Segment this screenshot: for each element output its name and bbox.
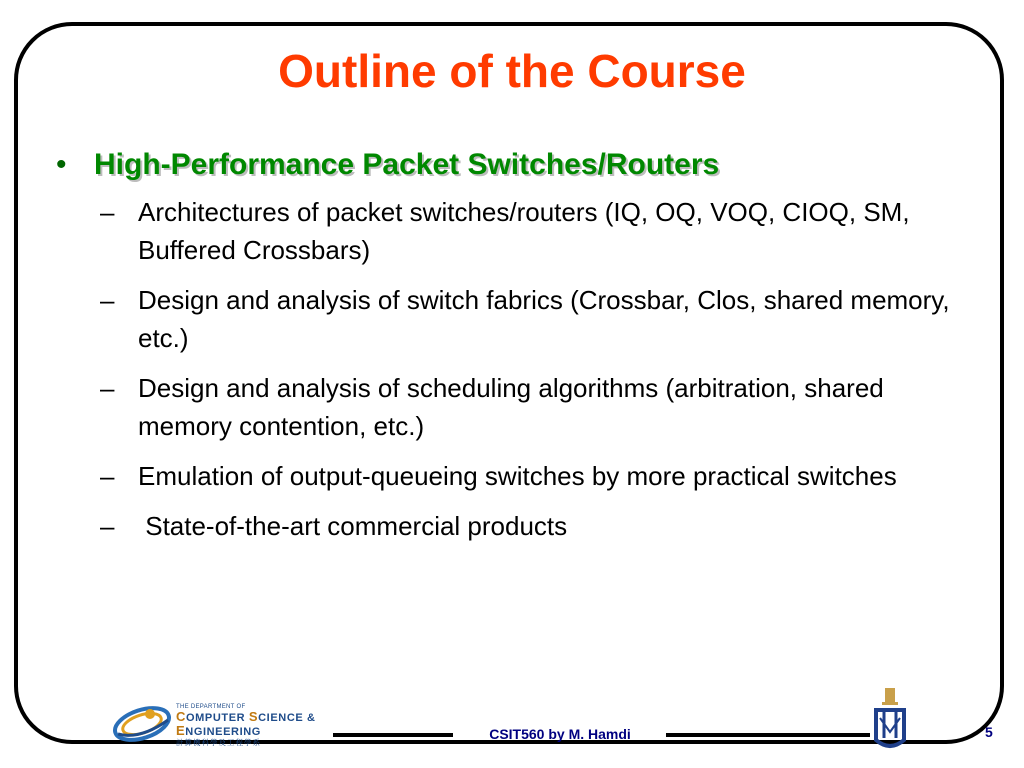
dash-glyph: – [100,511,115,541]
dept-line-eng: ENGINEERING [176,723,261,738]
dept-line-small: THE DEPARTMENT OF [176,704,246,710]
footer-divider-right [666,733,870,737]
bullet-glyph: • [56,148,67,181]
sub-bullet-text: Design and analysis of switch fabrics (Crossbar, Clos, shared memory, etc.) [138,285,950,353]
slide-title: Outline of the Course [278,45,746,97]
sub-bullet-text: Emulation of output-queueing switches by more practical switches [138,461,897,491]
dash-glyph: – [100,285,115,315]
dash-glyph: – [100,197,115,227]
dept-line-cs: COMPUTER SCIENCE & [176,709,316,724]
dash-glyph: – [100,373,115,403]
footer-divider-left [333,733,453,737]
sub-bullet-item [56,457,956,495]
sub-bullet-item [56,281,956,357]
main-bullet-item [56,145,956,185]
page-number: 5 [985,724,993,740]
sub-bullet-item [56,369,956,445]
sub-bullet-item [56,193,956,269]
footer-course-credit: CSIT560 by M. Hamdi [489,726,631,742]
dept-line-chinese: 計算機科學及工程學系 [176,738,261,747]
department-logo [110,700,335,750]
sub-bullet-text: Design and analysis of scheduling algorithms (arbitration, shared memory contention, etc.) [138,373,884,441]
sub-bullet-list [56,193,956,545]
department-logo-text [176,704,316,747]
hkust-logo-icon [870,688,910,754]
main-bullet-text: High-Performance Packet Switches/Routers [94,148,720,181]
dash-glyph: – [100,461,115,491]
sub-bullet-text: Architectures of packet switches/routers (IQ, OQ, VOQ, CIOQ, SM, Buffered Crossbars) [138,197,910,265]
department-emblem-icon [110,700,174,746]
sub-bullet-item [56,507,956,545]
slide-content [56,145,956,557]
sub-bullet-text: State-of-the-art commercial products [138,511,568,541]
